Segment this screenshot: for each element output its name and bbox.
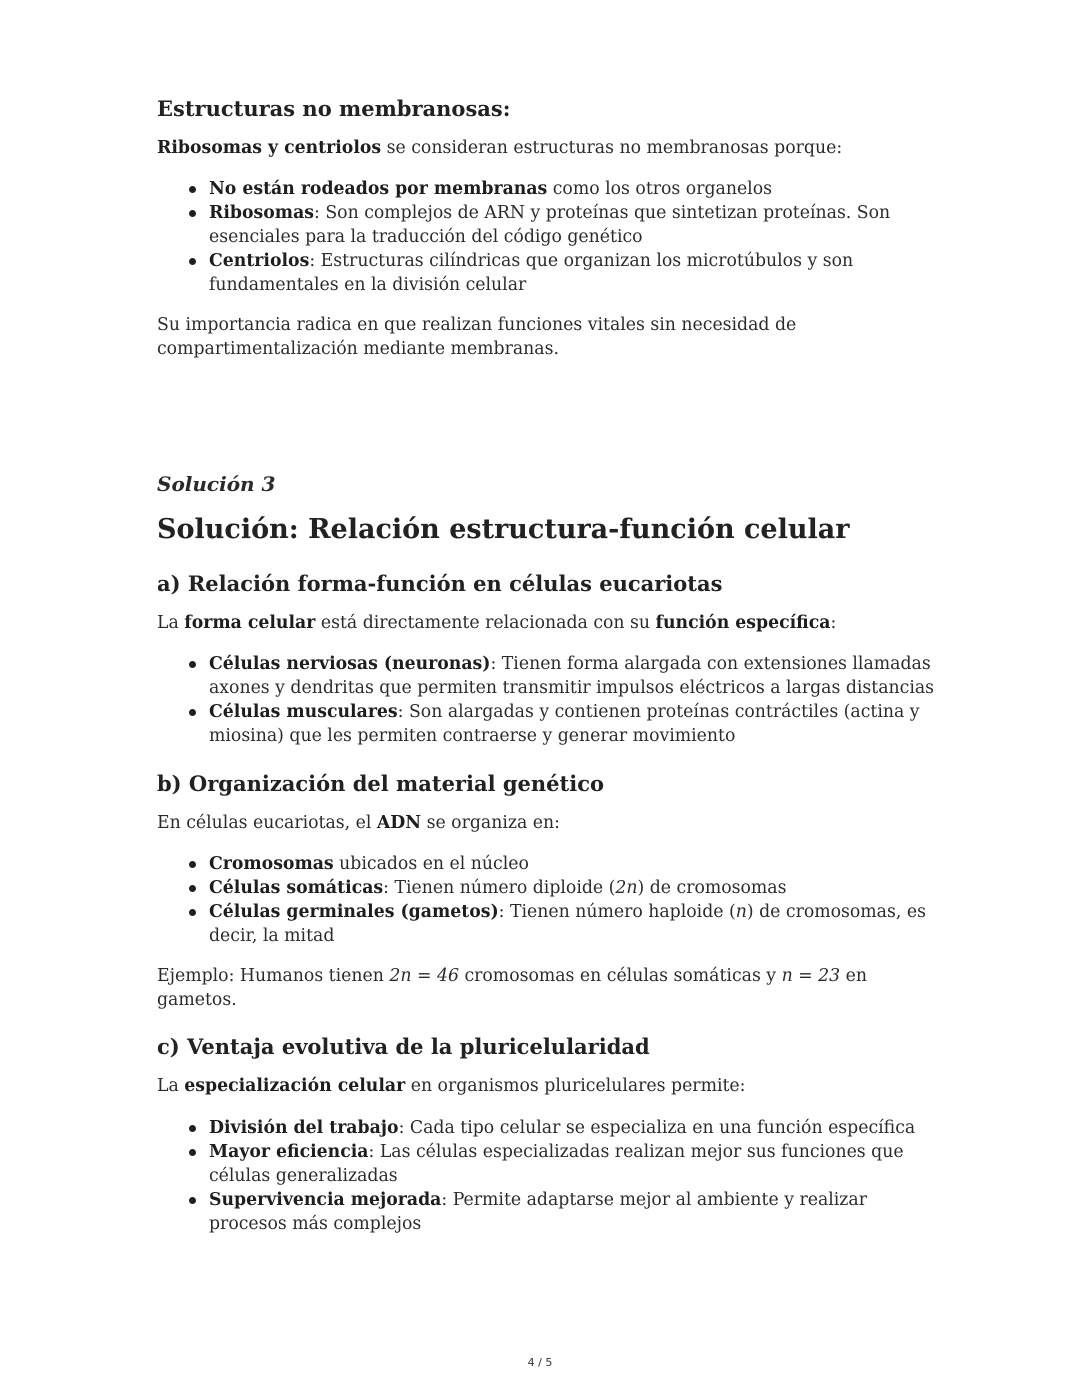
list-item: Ribosomas: Son complejos de ARN y proteínas que sintetizan proteínas. Son esenciales para la traducción del código genético <box>209 201 937 249</box>
section1-list <box>157 177 937 297</box>
part-b-list <box>157 852 937 948</box>
list-item: Centriolos: Estructuras cilíndricas que organizan los microtúbulos y son fundamentales en la división celular <box>209 249 937 297</box>
solution-title-block <box>157 514 937 545</box>
list-item: Células germinales (gametos): Tienen número haploide (n) de cromosomas, es decir, la mitad <box>209 900 937 948</box>
list-item: División del trabajo: Cada tipo celular se especializa en una función específica <box>209 1116 937 1140</box>
part-c-list <box>157 1116 937 1236</box>
solution-label: Solución 3 <box>157 472 276 496</box>
section1-intro: Ribosomas y centriolos se consideran estructuras no membranosas porque: <box>157 138 843 158</box>
part-c-heading: c) Ventaja evolutiva de la pluricelularidad <box>157 1034 650 1059</box>
list-item: Células somáticas: Tienen número diploide (2n) de cromosomas <box>209 876 937 900</box>
part-a-list <box>157 652 937 748</box>
page-number: 4 / 5 <box>527 1356 553 1369</box>
part-c-intro: La especialización celular en organismos pluricelulares permite: <box>157 1076 746 1096</box>
list-item: Supervivencia mejorada: Permite adaptarse mejor al ambiente y realizar procesos más complejos <box>209 1188 937 1236</box>
section-estructuras <box>157 96 937 121</box>
list-item: Células musculares: Son alargadas y contienen proteínas contráctiles (actina y miosina) que les permiten contraerse y generar movimiento <box>209 700 937 748</box>
part-a-heading: a) Relación forma-función en células eucariotas <box>157 571 723 596</box>
list-item: Cromosomas ubicados en el núcleo <box>209 852 937 876</box>
list-item: No están rodeados por membranas como los otros organelos <box>209 177 937 201</box>
part-b-heading-block <box>157 771 937 796</box>
part-b-intro: En células eucariotas, el ADN se organiza en: <box>157 813 560 833</box>
math-expression: 2n <box>615 878 638 898</box>
math-expression: n = 23 <box>781 966 841 986</box>
page-title: Solución: Relación estructura-función celular <box>157 514 850 545</box>
part-b-heading: b) Organización del material genético <box>157 771 605 796</box>
bold-term: Ribosomas y centriolos <box>157 138 382 158</box>
math-expression: 2n = 46 <box>389 966 459 986</box>
section1-closing: Su importancia radica en que realizan funciones vitales sin necesidad de compartimentalización mediante membranas. <box>157 315 797 359</box>
list-item: Mayor eficiencia: Las células especializadas realizan mejor sus funciones que células generalizadas <box>209 1140 937 1188</box>
part-a-heading-block <box>157 571 937 596</box>
solution-label-block <box>157 472 937 496</box>
part-c-heading-block <box>157 1034 937 1059</box>
math-expression: n <box>735 902 747 922</box>
section-heading: Estructuras no membranosas: <box>157 96 511 121</box>
part-a-intro: La forma celular está directamente relacionada con su función específica: <box>157 613 837 633</box>
part-b-example: Ejemplo: Humanos tienen 2n = 46 cromosomas en células somáticas y n = 23 en gametos. <box>157 966 868 1010</box>
list-item: Células nerviosas (neuronas): Tienen forma alargada con extensiones llamadas axones y dendritas que permiten transmitir impulsos eléctricos a largas distancias <box>209 652 937 700</box>
